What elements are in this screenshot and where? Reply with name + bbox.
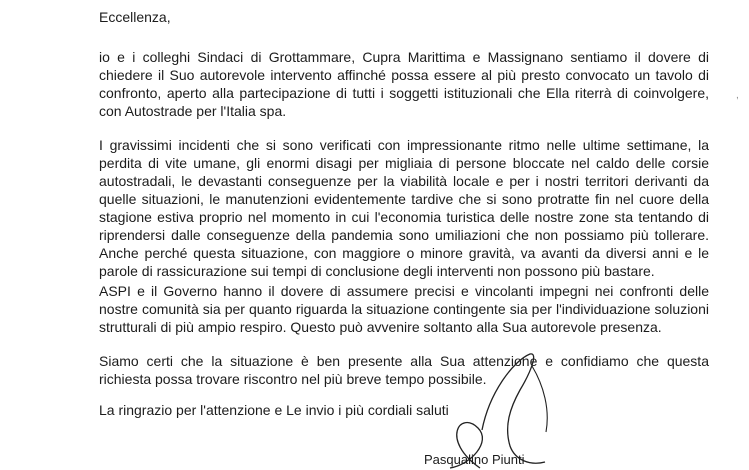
paragraph-3: ASPI e il Governo hanno il dovere di assumere precisi e vincolanti impegni nei confronti delle nostre comunità sia per quanto riguarda la situazione contingente sia per l'individuazione soluzioni strutturali di più ampio respiro. Questo può avvenire soltanto alla Sua autorevole presenza. [99, 283, 709, 335]
signer-name: Pasqualino Piunti [424, 452, 525, 467]
paragraph-2: I gravissimi incidenti che si sono verificati con impressionante ritmo nelle ultime settimane, la perdita di vite umane, gli enormi disagi per migliaia di persone bloccate nel caldo delle corsie autostradali, le devastanti conseguenze per la viabilità locale e per i nostri territori derivanti da quelle situazioni, le manutenzioni evidentemente tardive che si sono protratte fin nel cuore della stagione estiva proprio nel momento in cui l'economia turistica delle nostre zone sta tentando di riprendersi dalle conseguenze della pandemia sono umiliazioni che non possiamo più tollerare. Anche perché questa situazione, con maggiore o minore gravità, va avanti da diversi anni e le parole di rassicurazione sui tempi di conclusione degli interventi non possono più bastare. [99, 137, 709, 279]
paragraph-4: Siamo certi che la situazione è ben presente alla Sua attenzione e confidiamo che questa richiesta possa trovare riscontro nel più breve tempo possibile. [99, 353, 709, 387]
closing-line: La ringrazio per l'attenzione e Le invio i più cordiali saluti [99, 402, 449, 418]
paragraph-1-text: io e i colleghi Sindaci di Grottammare, Cupra Marittima e Massignano sentiamo il dovere di chiedere il Suo autorevole intervento affinché possa essere al più presto convocato un tavolo di confronto, aperto alla partecipazione di tutti i soggetti istituzionali che Ella riterrà di coinvolgere, con Autostrade per l'Italia spa. [99, 49, 709, 119]
salutation: Eccellenza, [99, 9, 171, 25]
paragraph-1 [99, 48, 709, 120]
margin-tick-icon: , [736, 90, 739, 101]
